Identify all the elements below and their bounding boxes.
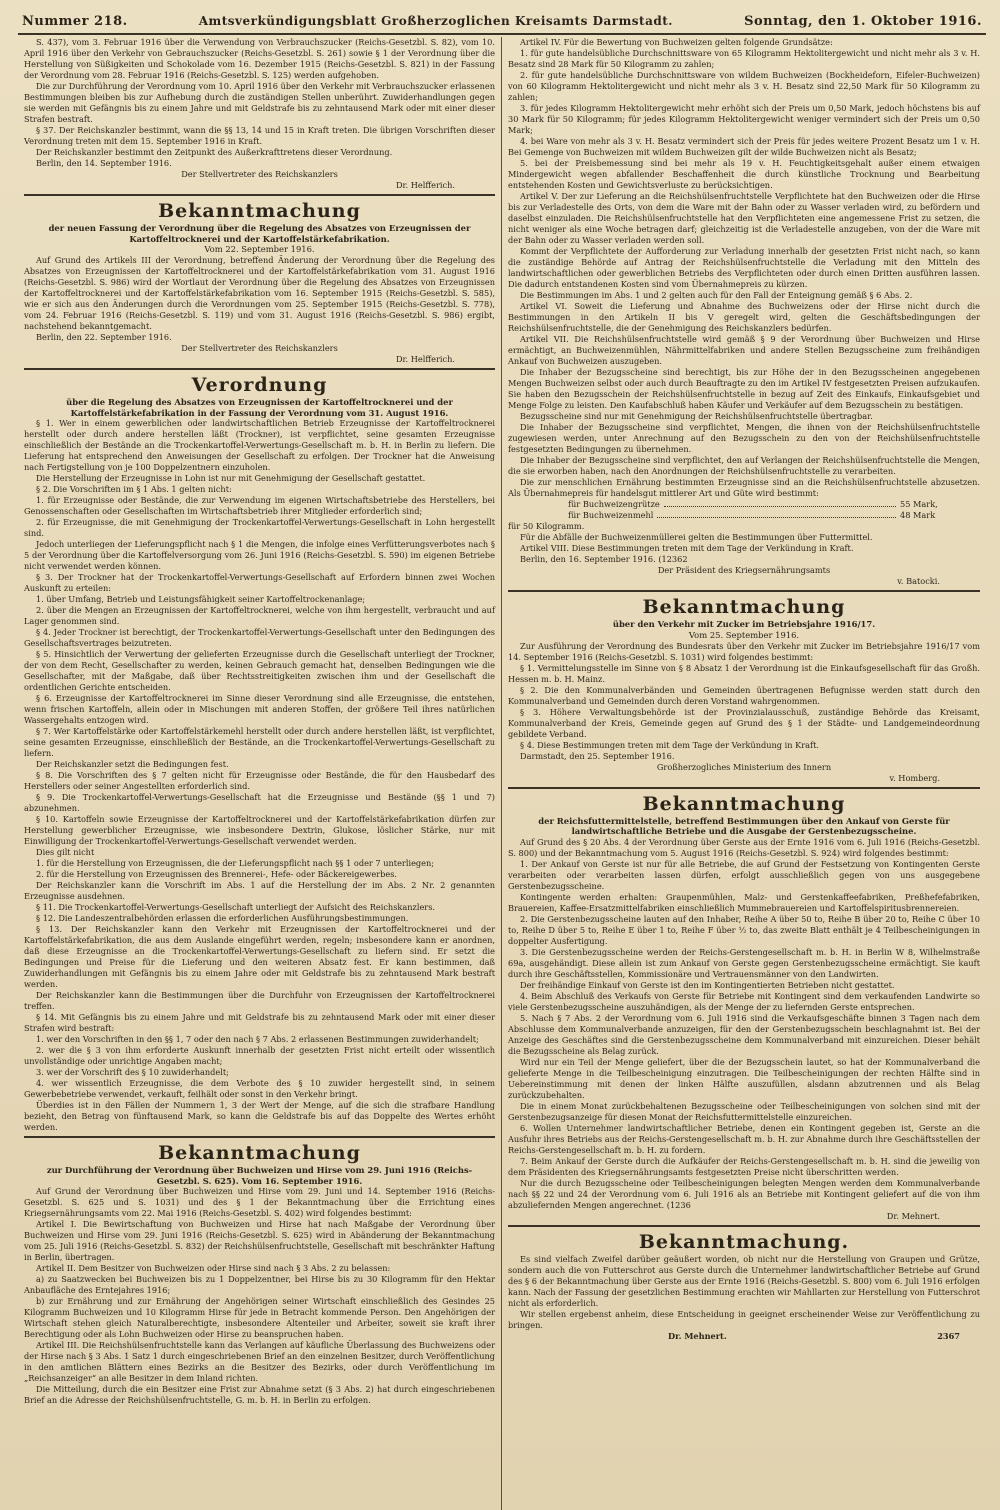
section-body [508, 641, 980, 762]
text-paragraph: 3. für jedes Kilogramm Hektolitergewicht mehr erhöht sich der Preis um 0,50 Mark, jedoch höchstens bis auf 30 Mark für 50 Kilogramm; für jedes Kilogramm Hektolitergewicht weniger vermindert sich der Preis um 0,50 Mark; [508, 103, 980, 135]
reference-number: 2367 [937, 1330, 960, 1341]
text-paragraph: § 2. Die Vorschriften im § 1 Abs. 1 gelten nicht: [36, 484, 232, 494]
text-paragraph: 2. über die Mengen an Erzeugnissen der Kartoffeltrocknerei, welche von ihm hergestellt, verbraucht und auf Lager genommen sind. [24, 605, 495, 626]
section-subtitle: über die Regelung des Absatzes von Erzeugnissen der Kartoffeltrocknerei und der Kartoffelstärkefabrikation in der Fassung der Verordnung vom 31. August 1916. [66, 397, 453, 418]
section-date: Vom 22. September 1916. [204, 244, 315, 254]
text-paragraph: Jedoch unterliegen der Lieferungspflicht nach § 1 die Mengen, die infolge eines Verfütterungsverbotes nach § 5 der Verordnung über die Kartoffelversorgung vom 26. Juni 1916 (Reichs-Gesetzbl. S. 590) im eigenen Betriebe nicht verwendet werden können. [24, 539, 495, 571]
text-paragraph: 1. wer den Vorschriften in den §§ 1, 7 oder den nach § 7 Abs. 2 erlassenen Bestimmungen zuwiderhandelt; [36, 1034, 479, 1044]
text-paragraph: Die Inhaber der Bezugsscheine sind verpflichtet, den auf Verlangen der Reichshülsenfruchtstelle die Mengen, die sie erworben haben, nach den Anordnungen der Reichshülsenfruchtstelle zu verarbeiten. [508, 455, 980, 476]
section-subtitle: der Reichsfuttermittelstelle, betreffend Bestimmungen über den Ankauf von Gerste für landwirtschaftliche Betriebe und die Ausgabe der Gerstenbezugsscheine. [538, 815, 950, 836]
text-paragraph: 2. Die Gerstenbezugsscheine lauten auf den Inhaber, Reihe A über 50 to, Reihe B über 20 to, Reihe C über 10 to, Reihe D über 5 to, Reihe E über 1 to, Reihe F über ½ to, das zweite Blatt enthält je 4 Teilbescheinigungen in doppelter Ausfertigung. [508, 913, 980, 946]
text-paragraph: § 8. Die Vorschriften des § 7 gelten nicht für Erzeugnisse oder Bestände, die für den Hausbedarf des Herstellers oder seiner Angestellten erforderlich sind. [24, 770, 495, 791]
text-paragraph: § 37. Der Reichskanzler bestimmt, wann die §§ 13, 14 und 15 in Kraft treten. Die übrigen Vorschriften dieser Verordnung treten mit dem 15. September 1916 in Kraft. [24, 125, 495, 146]
text-paragraph: § 11. Die Trockenkartoffel-Verwertungs-Gesellschaft unterliegt der Aufsicht des Reichskanzlers. [36, 902, 436, 912]
text-paragraph: 2. für gute handelsübliche Durchschnittsware von wildem Buchweizen (Bockheideforn, Eifeler-Buchweizen) von 60 Kilogramm Hektolitergewicht und nicht mehr als 3 v. H. Besatz sind 22,50 Mark für 50 Kilogramm zu zahlen; [508, 70, 980, 102]
price-value: 48 Mark [900, 510, 936, 520]
text-paragraph: § 1. Wer in einem gewerblichen oder landwirtschaftlichen Betrieb Erzeugnisse der Kartoffeltrocknerei herstellt oder durch andere herstellen läßt (Trockner), ist verpflichtet, seine gesamten Erzeugnisse einschließlich der Bestände an die Trockenkartoffel-Verwertungs-Gesellschaft m. b. H. in Berlin zu liefern. Die Lieferung hat entsprechend den Anweisungen der Gesellschaft zu erfolgen. Der Trockner hat die Anweisung nach Fertigstellung von je 100 Doppelzentnern einzuholen. [24, 418, 495, 472]
text-paragraph: § 6. Erzeugnisse der Kartoffeltrocknerei im Sinne dieser Verordnung sind alle Erzeugnisse, die entstehen, wenn frischen Kartoffeln, allein oder in Mischungen mit anderen Stoffen, der größere Teil ihres natürlichen Wassergehalts entzogen wird. [24, 693, 495, 725]
text-paragraph: Artikel V. Der zur Lieferung an die Reichshülsenfruchtstelle Verpflichtete hat den Buchweizen oder die Hirse bis zur Verladestelle des Orts, von dem die Ware mit der Bahn oder zu Wasser verladen wird, zu befördern und daselbst einzuladen. Die Reichshülsenfruchtstelle hat den Verpflichteten eine angemessene Frist zu setzen, die nicht weniger als eine Woche betragen darf; gleichzeitig ist die Verladestelle anzugeben, von der die Ware mit der Bahn oder zu Wasser verladen werden soll. [508, 191, 980, 245]
price-value: 55 Mark, [900, 499, 938, 509]
text-paragraph: Artikel I. Die Bewirtschaftung von Buchweizen und Hirse hat nach Maßgabe der Verordnung über Buchweizen und Hirse vom 29. Juni 1916 (Reichs-Gesetzbl. S. 625) wird in Abänderung der Bekanntmachung vom 25. Juli 1916 (Reichs-Gesetzbl. S. 832) der Reichshülsenfruchtstelle, Gesellschaft mit beschränkter Haftung in Berlin, übertragen. [24, 1219, 495, 1262]
text-paragraph: Zur Ausführung der Verordnung des Bundesrats über den Verkehr mit Zucker im Betriebsjahre 1916/17 vom 14. September 1916 (Reichs-Gesetzbl. S. 1031) wird folgendes bestimmt: [508, 640, 980, 662]
text-paragraph: Dies gilt nicht [36, 847, 95, 857]
text-paragraph: Die Mitteilung, durch die ein Besitzer eine Frist zur Abnahme setzt (§ 3 Abs. 2) hat durch eingeschriebenen Brief an die Adresse der Reichshülsenfruchtstelle, G. m. b. H. in Berlin zu erfolgen. [24, 1384, 495, 1405]
signature-name: Dr. Helfferich. [395, 354, 455, 364]
place-date: Berlin, den 16. September 1916. (12362 [520, 554, 688, 564]
paper-title: Amtsverkündigungsblatt Großherzoglichen Kreisamts Darmstadt. [198, 14, 673, 28]
text-paragraph: § 2. Die den Kommunalverbänden und Gemeinden übertragenen Befugnisse werden statt durch den Kommunalverband und Gemeinden durch deren Vorstand wahrgenommen. [508, 684, 980, 706]
place-date: Berlin, den 22. September 1916. [36, 332, 172, 342]
text-paragraph: 3. Die Gerstenbezugsscheine werden der Reichs-Gerstengesellschaft m. b. H. in Berlin W 8, Wilhelmstraße 69a, ausgehändigt. Diese allein ist zum Ankauf von Gerste gegen Gerstenbezugsscheine ermächtigt. Sie kauft durch ihre Geschäftsstellen, Kommissionäre und Vertrauensmänner von den Landwirten. [508, 946, 980, 979]
text-paragraph: 1. Der Ankauf von Gerste ist nur für alle Betriebe, die auf Grund der Festsetzung von Kontingenten Gerste verarbeiten oder verarbeiten lassen dürfen, erfolgt ausschließlich gegen von uns ausgegebene Gerstenbezugsscheine. [508, 858, 980, 891]
text-paragraph: Die Inhaber der Bezugsscheine sind verpflichtet, Mengen, die ihnen von der Reichshülsenfruchtstelle zugewiesen werden, unter Anrechnung auf den Bezugsschein zu den von der Reichshülsenfruchtstelle festgesetzten Bedingungen zu übernehmen. [508, 422, 980, 454]
text-paragraph: § 3. Höhere Verwaltungsbehörde ist der Provinzialausschuß, zuständige Behörde das Kreisamt, Kommunalverband der Kreis, Gemeinde gegen auf Grund des § 1 der Städte- und Landgemeindeordnung gebildete Verband. [508, 706, 980, 739]
price-label: für Buchweizengrütze [568, 499, 660, 509]
text-paragraph: Artikel II. Dem Besitzer von Buchweizen oder Hirse sind nach § 3 Abs. 2 zu belassen: [36, 1263, 391, 1273]
signature-name: Dr. Mehnert. [886, 1210, 940, 1221]
closing-row [508, 1331, 980, 1342]
text-paragraph: 2. wer die § 3 von ihm erforderte Auskunft innerhalb der gesetzten Frist nicht erteilt oder wissentlich unvollständige oder unrichtige Angaben macht; [24, 1045, 495, 1066]
text-paragraph: Auf Grund des § 20 Abs. 4 der Verordnung über Gerste aus der Ernte 1916 vom 6. Juli 1916 (Reichs-Gesetzbl. S. 800) und der Bekanntmachung vom 5. August 1916 (Reichs-Gesetzbl. S. 924) wird folgendes bestimmt: [508, 836, 980, 858]
section-subtitle: der neuen Fassung der Verordnung über die Regelung des Absatzes von Erzeugnissen der Kartoffeltrocknerei und der Kartoffelstärkefabrikation. [48, 223, 471, 244]
text-paragraph: Der Reichskanzler bestimmt den Zeitpunkt des Außerkrafttretens dieser Verordnung. [36, 147, 393, 157]
price-row [508, 499, 980, 510]
text-paragraph: Wir stellen ergebenst anheim, diese Entscheidung in geeignet erscheinender Weise zur Veröffentlichung zu bringen. [508, 1308, 980, 1330]
section-body [508, 837, 980, 1211]
text-paragraph: Artikel VIII. Diese Bestimmungen treten mit dem Tage der Verkündung in Kraft. [520, 543, 854, 553]
text-paragraph: 1. für gute handelsübliche Durchschnittsware von 65 Kilogramm Hektolitergewicht und nicht mehr als 3 v. H. Besatz sind 28 Mark für 50 Kilogramm zu zahlen; [508, 48, 980, 69]
issue-number: Nummer 218. [22, 14, 128, 29]
text-paragraph: § 12. Die Landeszentralbehörden erlassen die erforderlichen Ausführungsbestimmungen. [36, 913, 409, 923]
price-label: für Buchweizenmehl [568, 510, 654, 520]
text-paragraph: § 3. Der Trockner hat der Trockenkartoffel-Verwertungs-Gesellschaft auf Erfordern binnen zwei Wochen Auskunft zu erteilen: [24, 572, 495, 593]
text-paragraph: Darmstadt, den 25. September 1916. [520, 750, 675, 761]
section-subtitle: zur Durchführung der Verordnung über Buchweizen und Hirse vom 29. Juni 1916 (Reichs-Gesetzbl. S. 625). Vom 16. September 1916. [46, 1165, 473, 1186]
section-subtitle: über den Verkehr mit Zucker im Betriebsjahre 1916/17. [612, 619, 876, 629]
text-paragraph: Die Herstellung der Erzeugnisse in Lohn ist nur mit Genehmigung der Gesellschaft gestattet. [36, 473, 426, 483]
text-paragraph: § 1. Vermittelungsstelle im Sinne von § 8 Absatz 1 der Verordnung ist die Einkaufsgesellschaft für das Großh. Hessen m. b. H. Mainz. [508, 662, 980, 684]
text-paragraph: 2. für die Herstellung von Erzeugnissen des Brennerei-, Hefe- oder Bäckereigewerbes. [36, 869, 397, 879]
signature-title: Der Stellvertreter des Reichskanzlers [181, 169, 338, 179]
text-paragraph: Artikel III. Die Reichshülsenfruchtstelle kann das Verlangen auf käufliche Überlassung des Buchweizens oder der Hirse nach § 3 Abs. 1 Satz 1 durch eingeschriebenen Brief an den einzelnen Besitzer, durch Veröffentlichung in den amtlichen Blättern eines Bezirks an die Besitzer des Bezirks, oder durch Veröffentlichung im „Reichsanzeiger“ an alle Besitzer in dem Inland richten. [24, 1340, 495, 1383]
text-paragraph: 1. für die Herstellung von Erzeugnissen, die der Lieferungspflicht nach §§ 1 oder 7 unterliegen; [36, 858, 435, 868]
text-paragraph: Der freihändige Einkauf von Gerste ist den im Kontingentierten Betrieben nicht gestattet. [520, 979, 895, 990]
right-column [502, 37, 986, 1510]
text-paragraph: b) zur Ernährung und zur Ernährung der Angehörigen seiner Wirtschaft einschließlich des Gesindes 25 Kilogramm Buchweizen und 10 Kilogramm Hirse für jede in Betracht kommende Person. Den Angehörigen der Wirtschaft stehen gleich Naturalberechtigte, insbesondere Altenteiler und Arbeiter, soweit sie kraft ihrer Berechtigung oder als Lohn Buchweizen oder Hirse zu beanspruchen haben. [24, 1296, 495, 1339]
section-title: Bekanntmachung. [508, 1225, 980, 1253]
text-paragraph: § 7. Wer Kartoffelstärke oder Kartoffelstärkemehl herstellt oder durch andere herstellen läßt, ist verpflichtet, seine gesamten Erzeugnisse, einschließlich der Bestände, an die Trockenkartoffel-Verwertungs-Gesellschaft zu liefern. [24, 726, 495, 758]
section-body [24, 1186, 495, 1406]
text-paragraph: Kontingente werden erhalten: Graupenmühlen, Malz- und Gerstenkaffeefabriken, Preßhefefabriken, Brauereien, Kaffee-Ersatzmittelfabriken einschließlich Mummebrauereien und Kartoffelspiritusbrennereien. [508, 891, 980, 913]
text-paragraph: 7. Beim Ankauf der Gerste durch die Aufkäufer der Reichs-Gerstengesellschaft m. b. H. sind die jeweilig von dem Präsidenten des Kriegsernährungsamts festgesetzten Preise nicht überschritten werden. [508, 1155, 980, 1177]
price-row [508, 510, 980, 521]
text-paragraph: Die Inhaber der Bezugsscheine sind berechtigt, bis zur Höhe der in den Bezugsscheinen angegebenen Mengen Buchweizen selbst oder auch durch Beauftragte zu den im Artikel IV festgesetzten Preisen aufzukaufen. Sie haben den Bezugsschein der Reichshülsenfruchtstelle in bezug auf Zeit des Einkaufs, Einkaufsgebiet und Menge Folge zu leisten. Den Kaufabschluß haben Käufer und Verkäufer auf dem Bezugsschein zu bestätigen. [508, 367, 980, 410]
text-paragraph: § 10. Kartoffeln sowie Erzeugnisse der Kartoffeltrocknerei und der Kartoffelstärkefabrikation dürfen zur Herstellung gewerblicher Erzeugnisse, wie insbesondere Dextrin, Glukose, löslicher Stärke, nur mit Einwilligung der Trockenkartoffel-Verwertungs-Gesellschaft verwendet werden. [24, 814, 495, 846]
section-title: Bekanntmachung [508, 787, 980, 815]
section-title: Bekanntmachung [24, 194, 495, 222]
place-date: Berlin, den 14. September 1916. [36, 158, 172, 168]
text-paragraph: Es sind vielfach Zweifel darüber geäußert worden, ob nicht nur die Herstellung von Graupen und Grütze, sondern auch die von Futterschrot aus Gerste durch die Unternehmer landwirtschaftlicher Betriebe auf Grund des § 6 der Bekanntmachung über Gerste aus der Ernte 1916 (Reichs-Gesetzbl. S. 800) vom 6. Juli 1916 erfolgen kann. Nach der Fassung der gesetzlichen Bestimmung erachten wir Mahllarten zur Herstellung von Futterschrot nicht als erforderlich. [508, 1253, 980, 1308]
text-paragraph: Artikel VI. Soweit die Lieferung und Abnahme des Buchweizens oder der Hirse nicht durch die Bestimmungen in den Artikeln II bis V geregelt wird, gelten die Geschäftsbedingungen der Reichshülsenfruchtstelle, die der Genehmigung des Reichskanzlers bedürfen. [508, 301, 980, 333]
text-paragraph: 4. wer wissentlich Erzeugnisse, die dem Verbote des § 10 zuwider hergestellt sind, in seinem Gewerbebetriebe verwendet, verkauft, feilhält oder sonst in den Verkehr bringt. [24, 1078, 495, 1099]
text-paragraph: § 4. Diese Bestimmungen treten mit dem Tage der Verkündung in Kraft. [520, 739, 819, 750]
text-paragraph: 1. für Erzeugnisse oder Bestände, die zur Verwendung im eigenen Wirtschaftsbetriebe des Herstellers, bei Genossenschaften oder Gesellschaften im Wirtschaftsbetrieb ihrer Mitglieder erforderlich sind; [24, 495, 495, 516]
text-paragraph: Überdies ist in den Fällen der Nummern 1, 3 der Wert der Menge, auf die sich die strafbare Handlung bezieht, den Betrag von fünftausend Mark, so kann die Geldstrafe bis auf das Doppelte des Wertes erhöht werden. [24, 1100, 495, 1132]
text-paragraph: Nur die durch Bezugsscheine oder Teilbescheinigungen belegten Mengen werden dem Kommunalverbande nach §§ 22 und 24 der Verordnung vom 6. Juli 1916 als an Betriebe mit Kontingent geliefert auf die von ihm abzuliefernden Mengen angerechnet. (1236 [508, 1177, 980, 1210]
text-paragraph: a) zu Saatzwecken bei Buchweizen bis zu 1 Doppelzentner, bei Hirse bis zu 30 Kilogramm für den Hektar Anbaufläche des Erntejahres 1916; [24, 1274, 495, 1295]
signature-name: v. Batocki. [897, 576, 940, 586]
section-date: Vom 25. September 1916. [688, 629, 800, 640]
text-paragraph: Die Bestimmungen im Abs. 1 und 2 gelten auch für den Fall der Enteignung gemäß § 6 Abs. 2. [520, 290, 913, 300]
text-paragraph: Auf Grund des Artikels III der Verordnung, betreffend Änderung der Verordnung über die Regelung des Absatzes von Erzeugnissen der Kartoffeltrocknerei und der Kartoffelstärkefabrikation vom 31. August 1916 (Reichs-Gesetzbl. S. 986) wird der Wortlaut der Verordnung über die Regelung des Absatzes von Erzeugnissen der Kartoffeltrocknerei und der Kartoffelstärkefabrikation vom 16. September 1915 (Reichs-Gesetzbl. S. 585), wie er sich aus den Änderungen durch die Verordnungen vom 25. September 1915 (Reichs-Gesetzbl. S. 778), vom 24. Februar 1916 (Reichs-Gesetzbl. S. 119) und vom 31. August 1916 (Reichs-Gesetzbl. S. 986) ergibt, nachstehend bekanntgemacht. [24, 255, 495, 331]
text-paragraph: 5. bei der Preisbemessung sind bei mehr als 19 v. H. Feuchtigkeitsgehalt außer einem etwaigen Mindergewicht wegen abfallender Beschaffenheit die durch künstliche Trocknung und Bearbeitung entstehenden Kosten und Gewichtsverluste zu berücksichtigen. [508, 158, 980, 190]
leader-dots [664, 499, 896, 507]
text-paragraph: Der Reichskanzler setzt die Bedingungen fest. [36, 759, 229, 769]
text-paragraph: § 14. Mit Gefängnis bis zu einem Jahre und mit Geldstrafe bis zu zehntausend Mark oder mit einer dieser Strafen wird bestraft: [24, 1012, 495, 1033]
text-paragraph: für 50 Kilogramm. [508, 521, 585, 531]
section-title: Verordnung [24, 368, 495, 396]
section-title: Bekanntmachung [24, 1136, 495, 1164]
section-body [508, 1254, 980, 1331]
text-paragraph: 4. bei Ware von mehr als 3 v. H. Besatz vermindert sich der Preis für jedes weitere Prozent Besatz um 1 v. H. Bei Gemenge von Buchweizen mit wildem Buchweizen gilt der wilde Buchweizen nicht als Besatz; [508, 136, 980, 157]
text-paragraph: § 4. Jeder Trockner ist berechtigt, der Trockenkartoffel-Verwertungs-Gesellschaft unter den Bedingungen des Gesellschaftsvertrages beizutreten. [24, 627, 495, 648]
left-column [18, 37, 502, 1510]
text-paragraph: 1. über Umfang, Betrieb und Leistungsfähigkeit seiner Kartoffeltrockenanlage; [36, 594, 366, 604]
text-paragraph: 4. Beim Abschluß des Verkaufs von Gerste für Betriebe mit Kontingent sind dem verkaufenden Landwirte so viele Gerstenbezugsscheine auszuhändigen, als der Menge der zu liefernden Gerste entsprechen. [508, 990, 980, 1012]
text-paragraph: Für die Abfälle der Buchweizenmüllerei gelten die Bestimmungen über Futtermittel. [520, 532, 873, 542]
text-paragraph: Bezugsscheine sind nur mit Genehmigung der Reichshülsenfruchtstelle übertragbar. [520, 411, 873, 421]
text-paragraph: 2. für Erzeugnisse, die mit Genehmigung der Trockenkartoffel-Verwertungs-Gesellschaft in Lohn hergestellt sind. [24, 517, 495, 538]
text-paragraph: § 9. Die Trockenkartoffel-Verwertungs-Gesellschaft hat die Erzeugnisse und Bestände (§§ 1 und 7) abzunehmen. [24, 792, 495, 813]
text-paragraph: Die in einem Monat zurückbehaltenen Bezugsscheine oder Teilbescheinigungen von solchen sind mit der Gerstenbezugsanzeige für diesen Monat der Reichsfuttermittelstelle einzureichen. [508, 1100, 980, 1122]
section-body [508, 37, 980, 499]
text-paragraph: Auf Grund der Verordnung über Buchweizen und Hirse vom 29. Juni und 14. September 1916 (Reichs-Gesetzbl. S. 625 und S. 1031) und des § 1 der Bekanntmachung über die Errichtung eines Kriegsernährungsamts vom 22. Mai 1916 (Reichs-Gesetzbl. S. 402) wird folgendes bestimmt: [24, 1186, 495, 1218]
section-title: Bekanntmachung [508, 590, 980, 618]
text-paragraph: Die zur Durchführung der Verordnung vom 10. April 1916 über den Verkehr mit Verbrauchszucker erlassenen Bestimmungen bleiben bis zur Aufhebung durch die zuständigen Stellen unberührt. Zuwiderhandlungen gegen sie werden mit Gefängnis bis zu einem Jahre und mit Geldstrafe bis zu zehntausend Mark oder mit einer dieser Strafen bestraft. [24, 81, 495, 124]
signature-title: Der Präsident des Kriegsernährungsamts [657, 565, 831, 575]
section-body [24, 418, 495, 1133]
text-paragraph: Kommt der Verpflichtete der Aufforderung zur Verladung innerhalb der gesetzten Frist nicht nach, so kann die zuständige Behörde auf Antrag der Reichshülsenfruchtstelle die Verladung mit den Mitteln des landwirtschaftlichen oder gewerblichen Betriebs des Verpflichteten oder durch einen Dritten ausführen lassen. Die dadurch entstandenen Kosten sind vom Übernahmepreis zu kürzen. [508, 246, 980, 289]
text-paragraph: Der Reichskanzler kann die Bestimmungen über die Durchfuhr von Erzeugnissen der Kartoffeltrocknerei treffen. [24, 990, 495, 1011]
text-paragraph: Artikel VII. Die Reichshülsenfruchtstelle wird gemäß § 9 der Verordnung über Buchweizen und Hirse ermächtigt, an Buchweizenmühlen, Nährmittelfabriken und andere Stellen Bezugsscheine zum freihändigen Ankauf von Buchweizen auszugeben. [508, 334, 980, 366]
text-paragraph: Wird nur ein Teil der Menge geliefert, über die der Bezugsschein lautet, so hat der Kommunalverband die gelieferte Menge in die Teilbescheinigung einzutragen. Die Teilbescheinigungen der rechten Hälfte sind in Uebereinstimmung mit denen der linken Hälfte auszufüllen, alsdann abzutrennen und als Belag zurückzubehalten. [508, 1056, 980, 1100]
issue-date: Sonntag, den 1. Oktober 1916. [744, 14, 982, 29]
signature-name: Dr. Mehnert. [668, 1330, 727, 1341]
text-paragraph: § 13. Der Reichskanzler kann den Verkehr mit Erzeugnissen der Kartoffeltrocknerei und der Kartoffelstärkefabrikation, die aus dem Auslande eingeführt werden, regeln; insbesondere kann er anordnen, daß diese Erzeugnisse an die Trockenkartoffel-Verwertungs-Gesellschaft zu liefern sind. Er setzt die Bedingungen und Preise für die Lieferung und den weiteren Absatz fest. Er kann bestimmen, daß Zuwiderhandlungen mit Gefängnis bis zu einem Jahre oder mit Geldstrafe bis zu zehntausend Mark bestraft werden. [24, 924, 495, 989]
text-paragraph: Artikel IV. Für die Bewertung von Buchweizen gelten folgende Grundsätze: [520, 37, 833, 47]
page-header [18, 12, 986, 35]
text-paragraph: 6. Wollen Unternehmer landwirtschaftlicher Betriebe, denen ein Kontingent gegeben ist, Gerste an die Ausfuhr ihres Betriebs aus der Reichs-Gerstengesellschaft m. b. H. zur Abnahme durch ihre Geschäftsstellen der Reichs-Gerstengesellschaft m. b. H. zu fordern. [508, 1122, 980, 1155]
text-paragraph: 5. Nach § 7 Abs. 2 der Verordnung vom 6. Juli 1916 sind die Verkaufsgeschäfte binnen 3 Tagen nach dem Abschlusse dem Kommunalverbande anzuzeigen, für den der Gerstenbezugsschein beschlagnahmt ist. Bei der Anzeige des Geschäftes sind die Gerstenbezugsscheine dem Kommunalverband mit einzureichen. Dieser behält die Bezugsscheine als Belag zurück. [508, 1012, 980, 1056]
signature-title: Großherzogliches Ministerium des Innern [656, 761, 832, 772]
text-paragraph: § 5. Hinsichtlich der Verwertung der gelieferten Erzeugnisse durch die Gesellschaft unterliegt der Trockner, der von dem Recht, Gesellschafter zu werden, keinen Gebrauch gemacht hat, denselben Bedingungen wie die Gesellschafter, mit der Maßgabe, daß über Rechtsstreitigkeiten zwischen ihm und der Gesellschaft die ordentlichen Gerichte entscheiden. [24, 649, 495, 692]
text-paragraph: S. 437), vom 3. Februar 1916 über die Verwendung von Verbrauchszucker (Reichs-Gesetzbl. S. 82), vom 10. April 1916 über den Verkehr von Gebrauchszucker (Reichs-Gesetzbl. S. 261) sowie § 1 der Verordnung über die Herstellung von Süßigkeiten und Schokolade vom 16. Dezember 1915 (Reichs-Gesetzbl. S. 821) in der Fassung der Verordnung vom 28. Februar 1916 (Reichs-Gesetzbl. S. 125) werden aufgehoben. [24, 37, 495, 80]
text-paragraph: Der Reichskanzler kann die Vorschrift im Abs. 1 auf die Herstellung der im Abs. 2 Nr. 2 genannten Erzeugnisse ausdehnen. [24, 880, 495, 901]
text-paragraph: Die zur menschlichen Ernährung bestimmten Erzeugnisse sind an die Reichshülsenfruchtstelle abzusetzen. Als Übernahmepreis für handelsgut mittlerer Art und Güte wird bestimmt: [508, 477, 980, 498]
signature-name: Dr. Helfferich. [395, 180, 455, 190]
text-paragraph: 3. wer der Vorschrift des § 10 zuwiderhandelt; [36, 1067, 229, 1077]
leader-dots [657, 510, 896, 518]
signature-name: v. Homberg. [889, 772, 940, 783]
signature-title: Der Stellvertreter des Reichskanzlers [181, 343, 338, 353]
